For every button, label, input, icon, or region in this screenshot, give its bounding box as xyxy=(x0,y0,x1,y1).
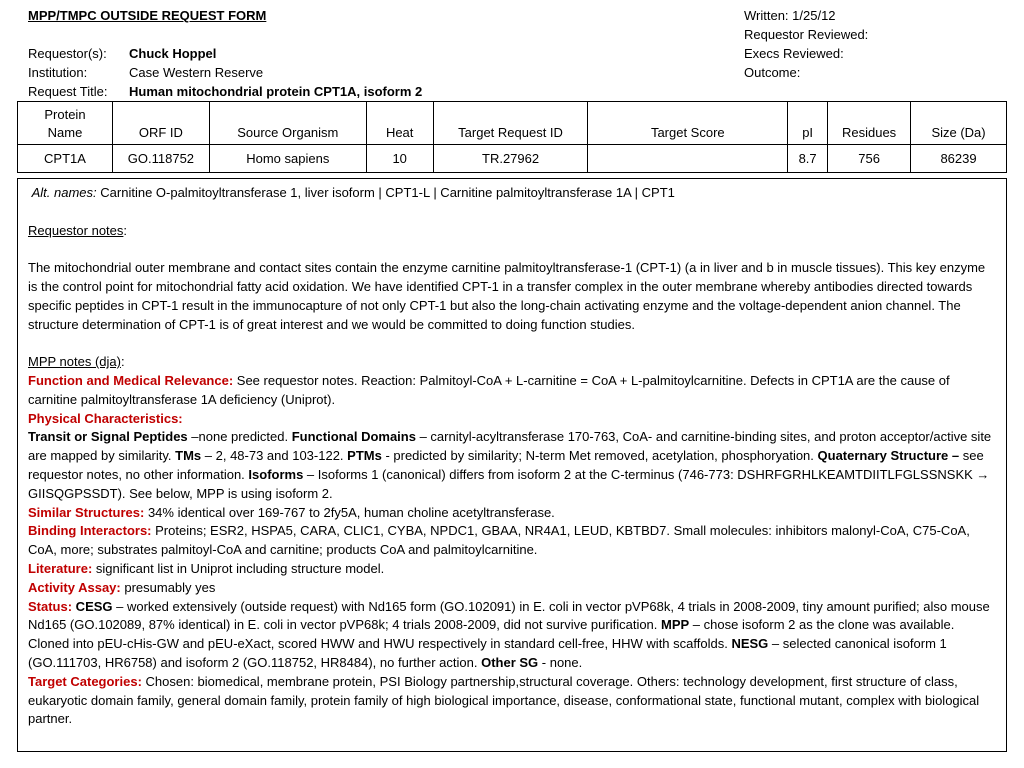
tsp-text: –none predicted. xyxy=(187,429,292,445)
col-orf-id: ORF ID xyxy=(112,102,209,145)
nesg-label: NESG xyxy=(731,636,769,652)
cell-source-organism: Homo sapiens xyxy=(209,145,366,173)
requestor-value: Chuck Hoppel xyxy=(129,46,217,61)
physical-characteristics-heading xyxy=(28,410,996,429)
col-source-organism: Source Organism xyxy=(209,102,366,145)
col-pi: pI xyxy=(788,102,828,145)
outcome: Outcome: xyxy=(744,65,801,80)
act-text: presumably yes xyxy=(120,579,216,595)
fmr-label: Function and Medical Relevance: xyxy=(28,372,234,388)
mpp-notes-heading xyxy=(28,353,996,372)
requestor-notes-label: Requestor notes xyxy=(28,222,124,238)
tc-label: Target Categories: xyxy=(28,673,142,689)
other-sg-label: Other SG xyxy=(481,654,539,670)
alt-names-text: Carnitine O-palmitoyltransferase 1, liver isoform | CPT1-L | Carnitine palmitoyltransferase 1A | CPT1 xyxy=(96,185,675,200)
tsp-label: Transit or Signal Peptides xyxy=(28,429,188,445)
form-title: MPP/TMPC OUTSIDE REQUEST FORM xyxy=(28,8,267,23)
form-header xyxy=(28,6,728,101)
request-title-value: Human mitochondrial protein CPT1A, isoform 2 xyxy=(129,84,423,99)
phys-label: Physical Characteristics: xyxy=(28,410,183,426)
cell-protein-name: CPT1A xyxy=(18,145,113,173)
status xyxy=(28,598,996,673)
alt-names xyxy=(28,184,996,203)
execs-reviewed: Execs Reviewed: xyxy=(744,46,844,61)
fd-text: – carnityl-acyltransferase 170-763, CoA- and carnitine-binding sites, and proton acceptor/active site are mapped by similarity. xyxy=(28,429,992,464)
iso-text: – Isoforms 1 (canonical) differs from isoform 2 at the C-terminus (746-773: DSHRFGRHLKEAMTDIITLFGLSSNSKK → GIISQGPSSDT). See below, MPP is using isoform 2. xyxy=(28,466,990,501)
lit-label: Literature: xyxy=(28,560,93,576)
requestor-label: Requestor(s): xyxy=(28,46,107,61)
requestor-row xyxy=(28,44,728,63)
written-date: Written: 1/25/12 xyxy=(744,8,836,23)
cell-target-request-id: TR.27962 xyxy=(433,145,588,173)
cell-pi: 8.7 xyxy=(788,145,828,173)
ptms-label: PTMs xyxy=(347,448,382,464)
tc-text: Chosen: biomedical, membrane protein, PSI Biology partnership,structural coverage. Others: technology development, first structure of class, eukaryotic domain family, general domain family, protein family of high biological importance, disease, conformational state, functional mutant, complex with biological partner. xyxy=(28,673,980,727)
col-protein-name: Protein Name xyxy=(18,102,113,145)
qs-label: Quaternary Structure – xyxy=(817,448,960,464)
protein-table xyxy=(17,101,1007,173)
sim-text: 34% identical over 169-767 to 2fy5A, human choline acetyltransferase. xyxy=(144,504,555,520)
iso-label: Isoforms xyxy=(248,466,304,482)
mpp-text: – chose isoform 2 as the clone was available. Cloned into pEU-cHis-GW and pEU-eXact, scored HWW and HWU respectively in standard cell-free, HHW with scaffolds. xyxy=(28,617,955,652)
col-target-request-id: Target Request ID xyxy=(433,102,588,145)
mpp-notes-colon: : xyxy=(120,354,125,370)
requestor-notes-heading xyxy=(28,222,996,241)
cell-orf-id: GO.118752 xyxy=(112,145,209,173)
institution-row xyxy=(28,63,728,82)
notes-section xyxy=(17,178,1007,752)
status-label: Status: xyxy=(28,598,73,614)
col-size: Size (Da) xyxy=(911,102,1007,145)
institution-label: Institution: xyxy=(28,65,88,80)
act-label: Activity Assay: xyxy=(28,579,121,595)
request-title-row xyxy=(28,82,728,101)
requestor-notes-colon: : xyxy=(123,222,128,238)
cell-residues: 756 xyxy=(828,145,911,173)
fd-label: Functional Domains xyxy=(291,429,416,445)
tms-text: – 2, 48-73 and 103-122. xyxy=(201,448,348,464)
institution-value: Case Western Reserve xyxy=(129,65,264,80)
cell-target-score xyxy=(588,145,788,173)
fmr-text: See requestor notes. Reaction: Palmitoyl-CoA + L-carnitine = CoA + L-palmitoylcarnitine. Defects in CPT1A are the cause of carnitine palmitoyltransferase 1A deficiency (Uniprot). xyxy=(28,372,950,407)
physical-characteristics xyxy=(28,428,996,503)
alt-names-label: Alt. names: xyxy=(31,185,97,200)
cell-size: 86239 xyxy=(911,145,1007,173)
request-title-label: Request Title: xyxy=(28,84,108,99)
requestor-notes-text: The mitochondrial outer membrane and contact sites contain the enzyme carnitine palmitoyltransferase-1 (CPT-1) (a in liver and b in muscle tissues). This key enzyme is the control point for mitochondrial fatty acid oxidation. We have identified CPT-1 in a transfer complex in the outer membrane whereby antibodies directed towards specific peptides in CPT-1 result in the immunocapture of not only CPT-1 but also the long-chain activating enzyme and the voltage-dependent anion channel. The structure determination of CPT-1 is of great interest and we would be committed to doing function studies. xyxy=(28,260,986,332)
bind-text: Proteins; ESR2, HSPA5, CARA, CLIC1, CYBA, NPDC1, GBAA, NR4A1, LEUD, KBTBD7. Small molecules: inhibitors malonyl-CoA, C75-CoA, CoA, more; substrates palmitoyl-CoA and carnitine; products CoA and palmitoylcarnitine. xyxy=(28,523,970,558)
activity-assay xyxy=(28,579,996,598)
cesg-text: – worked extensively (outside request) with Nd165 form (GO.102091) in E. coli in vector pVP68k, 4 trials in 2008-2009, tiny amount purified; also mouse Nd165 (GO.102089, 87% identical) in E. coli in vector pVP68k; 4 trials 2008-2009, did not survive purification. xyxy=(28,598,990,633)
review-status-block xyxy=(744,6,1004,82)
sim-label: Similar Structures: xyxy=(28,504,145,520)
nesg-text: – selected canonical isoform 1 (GO.111703, HR6758) and isoform 2 (GO.118752, HR8484), no further action. xyxy=(28,636,947,670)
cell-heat: 10 xyxy=(366,145,433,173)
function-medical-relevance xyxy=(28,372,996,410)
cesg-label: CESG xyxy=(72,598,113,614)
col-heat: Heat xyxy=(366,102,433,145)
col-residues: Residues xyxy=(828,102,911,145)
literature xyxy=(28,560,996,579)
mpp-notes-label: MPP notes (dja) xyxy=(28,354,121,370)
mpp-label: MPP xyxy=(661,617,690,633)
qs-text: see requestor notes, no other information. xyxy=(28,448,984,482)
table-header-row xyxy=(18,102,1007,145)
table-row xyxy=(18,145,1007,173)
ptms-text: - predicted by similarity; N-term Met removed, acetylation, phosphoryation. xyxy=(381,448,818,464)
other-sg-text: - none. xyxy=(538,654,583,670)
tms-label: TMs xyxy=(175,448,202,464)
similar-structures xyxy=(28,504,996,523)
binding-interactors xyxy=(28,522,996,560)
requestor-reviewed: Requestor Reviewed: xyxy=(744,27,869,42)
target-categories xyxy=(28,673,996,729)
lit-text: significant list in Uniprot including structure model. xyxy=(92,560,385,576)
col-target-score: Target Score xyxy=(588,102,788,145)
bind-label: Binding Interactors: xyxy=(28,523,152,539)
